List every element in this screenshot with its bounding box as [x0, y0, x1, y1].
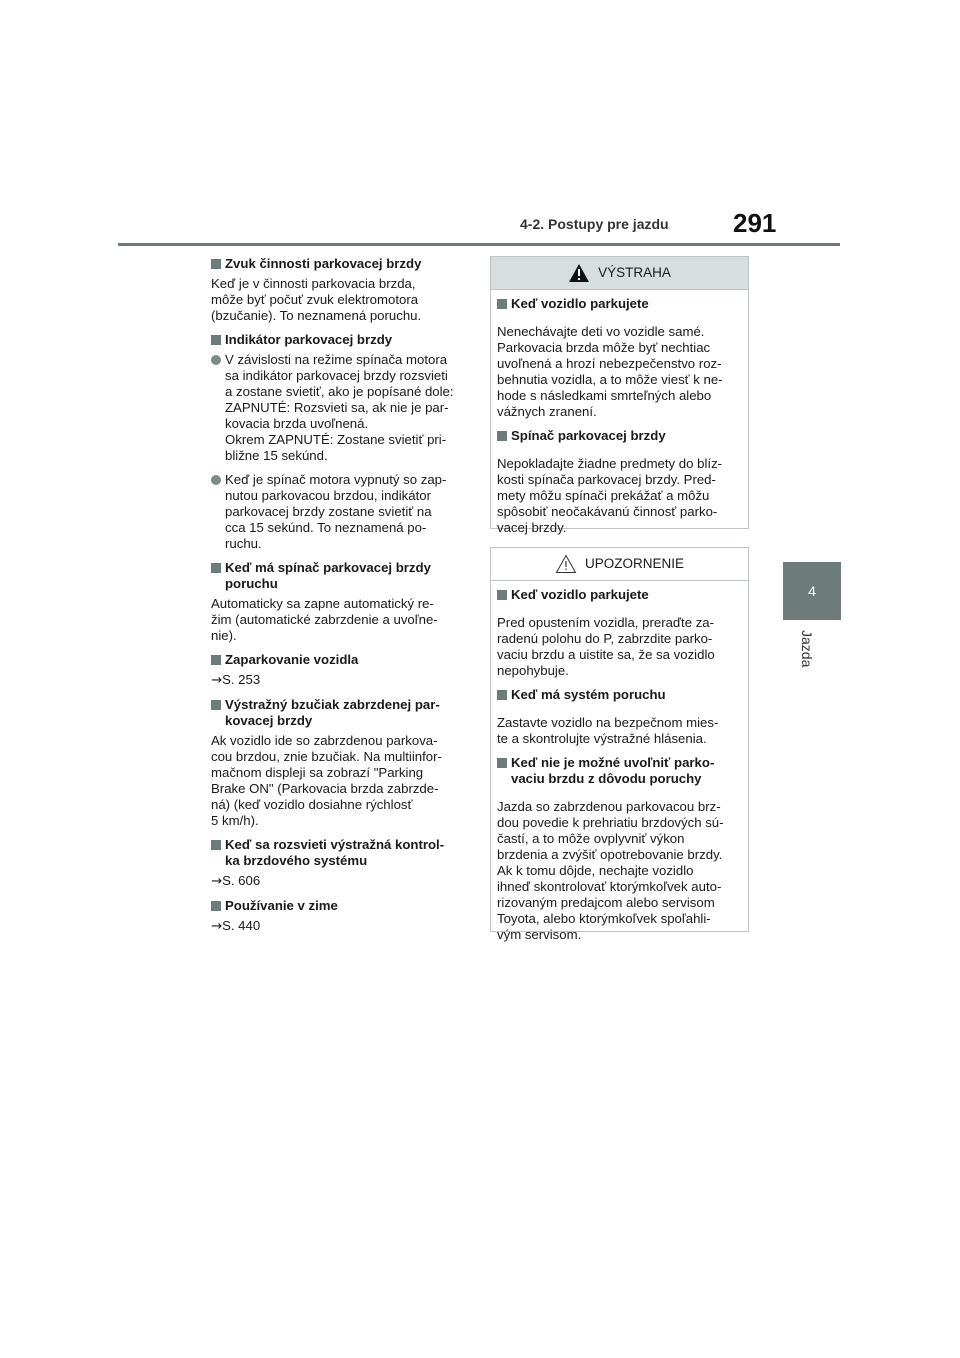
page-reference-text: S. 253: [222, 672, 261, 687]
warning-box-body: [491, 290, 748, 536]
warning-triangle-icon: [568, 263, 590, 283]
notice-box-header: [491, 548, 748, 581]
page-number: 291: [733, 208, 777, 238]
arrow-icon: →: [211, 673, 223, 688]
left-column: [211, 256, 467, 943]
warning-box-title: VÝSTRAHA: [598, 265, 671, 280]
page-reference: [211, 672, 467, 689]
chapter-label: Jazda: [799, 630, 815, 668]
section-heading-text: Používanie v zime: [225, 898, 338, 913]
section-heading-text: Keď má spínač parkovacej brzdy poruchu: [225, 560, 431, 591]
square-bullet-icon: [211, 259, 221, 269]
paragraph: Keď je v činnosti parkovacia brzda, môže byť počuť zvuk elektromotora (bzučanie). To neznamená poruchu.: [211, 276, 422, 323]
section-heading: [211, 837, 467, 869]
arrow-icon: →: [211, 919, 223, 934]
box-section-heading-text: Keď má systém poruchu: [511, 687, 666, 702]
box-section-heading: [497, 755, 742, 795]
notice-box-body: [491, 581, 748, 943]
section-heading-text: Indikátor parkovacej brzdy: [225, 332, 393, 347]
square-bullet-icon: [211, 700, 221, 710]
warning-box: [490, 256, 749, 535]
square-bullet-icon: [497, 758, 507, 768]
box-section-text: Jazda so zabrzdenou parkovacou brz- dou povedie k prehriatiu brzdových sú- častí, a to môže ovplyvniť výkon brzdenia a zvýšiť opotrebovanie brzdy. Ak k tomu dôjde, nechajte vozidlo ihneď skontrolovať ktorýmkoľvek auto- rizovaným predajcom alebo servisom Toyota, alebo ktorýmkoľvek spoľahli- vým servisom.: [497, 799, 724, 942]
box-section-heading-text: Spínač parkovacej brzdy: [511, 428, 666, 443]
section-heading: [211, 898, 467, 914]
chapter-number: 4: [808, 583, 816, 599]
section-heading: [211, 256, 467, 272]
bullet-text: Keď je spínač motora vypnutý so zap- nutou parkovacou brzdou, indikátor parkovacej brzdy zostane svietiť na cca 15 sekúnd. To neznamená po- ruchu.: [225, 472, 447, 551]
square-bullet-icon: [211, 840, 221, 850]
chapter-tab: [783, 562, 841, 620]
square-bullet-icon: [211, 563, 221, 573]
square-bullet-icon: [497, 690, 507, 700]
round-bullet-icon: [211, 355, 221, 365]
arrow-icon: →: [211, 874, 223, 889]
box-section-heading-text: Keď nie je možné uvoľniť parko- vaciu brzdu z dôvodu poruchy: [511, 755, 715, 786]
box-section-heading: [497, 687, 742, 711]
box-section-text: Nepokladajte žiadne predmety do blíz- kosti spínača parkovacej brzdy. Pred- mety môžu spínači prekážať a môžu spôsobiť neočakávanú činnosť parko- vacej brzdy.: [497, 456, 723, 535]
square-bullet-icon: [497, 299, 507, 309]
paragraph: Automaticky sa zapne automatický re- žim (automatické zabrzdenie a uvoľne- nie).: [211, 596, 438, 643]
square-bullet-icon: [497, 431, 507, 441]
box-section-text: Nenechávajte deti vo vozidle samé. Parkovacia brzda môže byť nechtiac uvoľnená a hrozí nebezpečenstvo roz- behnutia vozidla, a to môže viesť k ne- hode s následkami smrteľných alebo vážnych zranení.: [497, 324, 723, 419]
section-heading-text: Zaparkovanie vozidla: [225, 652, 359, 667]
paragraph: Ak vozidlo ide so zabrzdenou parkova- cou brzdou, znie bzučiak. Na multiinfor- mačnom displeji sa zobrazí "Parking Brake ON" (Parkovacia brzda zabrzde- ná) (keď vozidlo dosiahne rýchlosť 5 km/h).: [211, 733, 442, 828]
box-section-heading: [497, 428, 742, 452]
section-title: 4-2. Postupy pre jazdu: [520, 216, 669, 232]
box-section-heading-text: Keď vozidlo parkujete: [511, 587, 649, 602]
section-heading: [211, 560, 467, 592]
notice-box: [490, 547, 749, 942]
square-bullet-icon: [211, 901, 221, 911]
section-heading: [211, 332, 467, 348]
warning-box-header: [491, 257, 748, 290]
section-heading: [211, 697, 467, 729]
square-bullet-icon: [211, 335, 221, 345]
box-section-heading-text: Keď vozidlo parkujete: [511, 296, 649, 311]
page-reference-text: S. 440: [222, 918, 261, 933]
box-section-heading: [497, 296, 742, 320]
caution-triangle-icon: [555, 554, 577, 574]
header-rule: [118, 243, 840, 246]
notice-box-title: UPOZORNENIE: [584, 556, 684, 571]
square-bullet-icon: [497, 590, 507, 600]
round-bullet-icon: [211, 475, 221, 485]
page-reference: [211, 873, 467, 890]
page-reference: [211, 918, 467, 935]
page-reference-text: S. 606: [222, 873, 261, 888]
section-heading-text: Zvuk činnosti parkovacej brzdy: [225, 256, 422, 271]
bullet-text: V závislosti na režime spínača motora sa indikátor parkovacej brzdy rozsvieti a zostane svietiť, ako je popísané dole: ZAPNUTÉ: Rozsvieti sa, ak nie je par- kovacia brzda uvoľnená. Okrem ZAPNUTÉ: Zostane svietiť pri- bližne 15 sekúnd.: [225, 352, 454, 463]
section-heading: [211, 652, 467, 668]
section-heading-text: Keď sa rozsvieti výstražná kontrol- ka brzdového systému: [225, 837, 445, 868]
bullet-item: [211, 472, 467, 552]
box-section-heading: [497, 587, 742, 611]
square-bullet-icon: [211, 655, 221, 665]
bullet-item: [211, 352, 467, 464]
box-section-text: Pred opustením vozidla, preraďte za- radenú polohu do P, zabrzdite parko- vaciu brzdu a uistite sa, že sa vozidlo nepohybuje.: [497, 615, 715, 678]
box-section-text: Zastavte vozidlo na bezpečnom mies- te a skontrolujte výstražné hlásenia.: [497, 715, 719, 746]
section-heading-text: Výstražný bzučiak zabrzdenej par- kovacej brzdy: [225, 697, 440, 728]
